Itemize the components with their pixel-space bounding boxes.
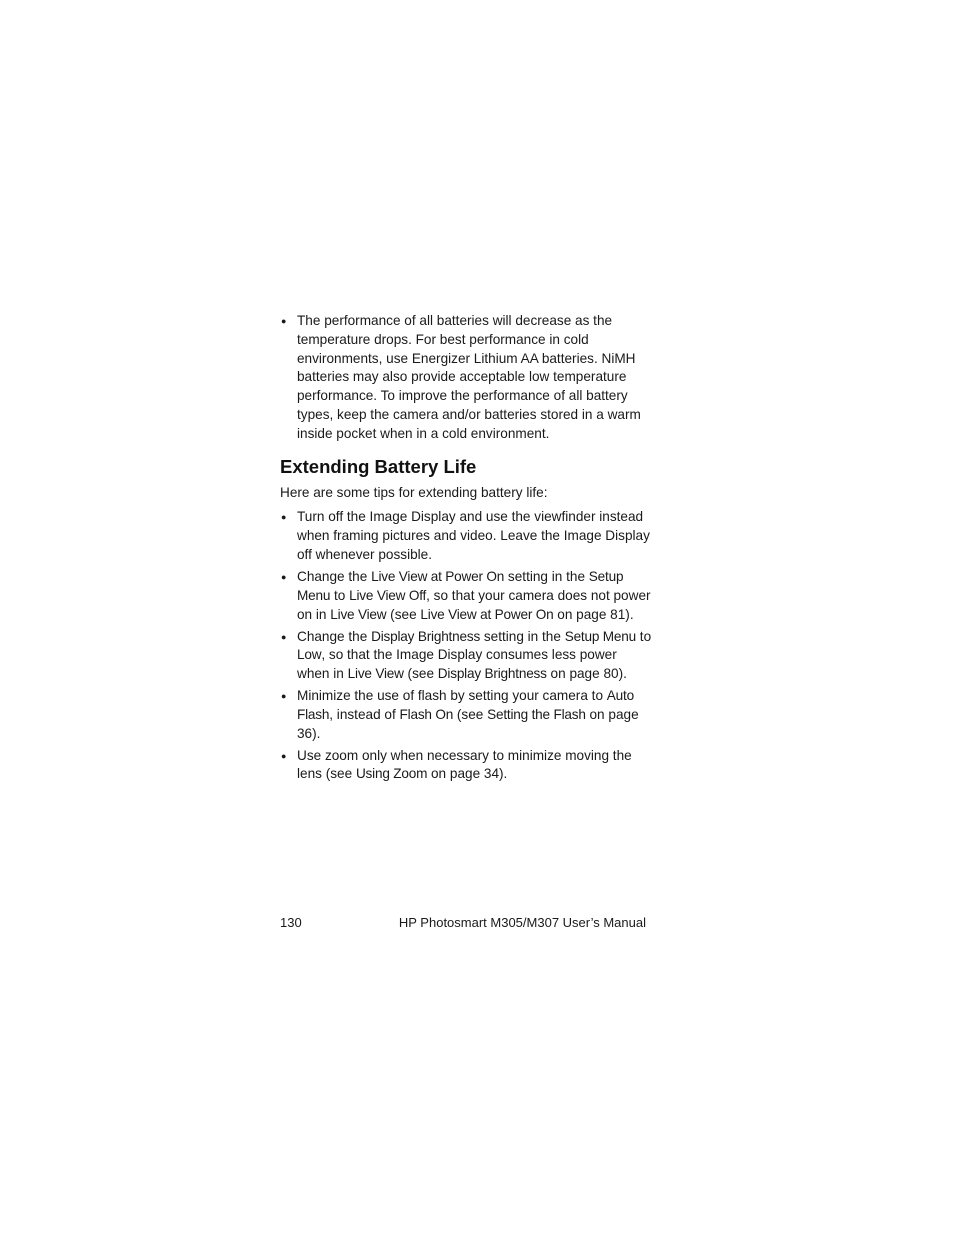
- list-item-text: The performance of all batteries will decrease as the temperature drops. For best performance in cold environments, use Energizer Lithium AA batteries. NiMH batteries may also provide acceptable low temperature performance. To improve the performance of all battery types, keep the camera and/or batteries stored in a warm inside pocket when in a cold environment.: [297, 313, 641, 441]
- bullet-icon: ●: [281, 512, 287, 523]
- battery-tips-list: [280, 508, 652, 784]
- menu-value-reference: Auto Flash: [297, 688, 634, 722]
- page-number: 130: [280, 915, 302, 930]
- mode-reference: Live View: [330, 606, 387, 622]
- list-item: [280, 568, 652, 624]
- text-fragment: Minimize the use of flash by setting your camera to: [297, 688, 607, 704]
- bullet-icon: ●: [281, 316, 287, 326]
- cross-reference: Using Zoom: [355, 766, 428, 782]
- text-fragment: Change the: [297, 628, 372, 644]
- text-fragment: (see: [453, 706, 488, 722]
- text-fragment: on page 81).: [553, 606, 634, 622]
- section-intro: Here are some tips for extending battery life:: [280, 484, 548, 500]
- text-fragment: Change the: [297, 568, 372, 584]
- text-fragment: to: [330, 587, 350, 603]
- text-fragment: Use zoom only when necessary to minimize moving the lens (see: [297, 747, 632, 782]
- list-item-text: Turn off the Image Display and use the viewfinder instead when framing pictures and video. Leave the Image Display off whenever possible.: [297, 509, 650, 562]
- text-fragment: (see: [403, 666, 438, 682]
- menu-option-reference: Live View at Power On: [371, 568, 505, 584]
- list-item-text: [297, 688, 639, 741]
- cross-reference: Setting the Flash: [487, 706, 586, 722]
- list-item-text: [297, 569, 651, 622]
- section-heading: Extending Battery Life: [280, 455, 477, 477]
- bullet-icon: ●: [281, 691, 287, 702]
- bullet-icon: ●: [281, 750, 287, 761]
- list-item: [280, 747, 652, 785]
- list-item: [280, 687, 652, 743]
- list-item: [280, 312, 652, 444]
- bullet-icon: ●: [281, 631, 287, 642]
- list-item-text: [297, 629, 651, 682]
- page-body: [280, 312, 652, 787]
- menu-option-reference: Display Brightness: [371, 628, 481, 644]
- mode-reference: Live View: [347, 666, 404, 682]
- text-fragment: , so that the Image Display consumes less power when in: [297, 647, 617, 682]
- cross-reference: Live View at Power On: [420, 606, 554, 622]
- text-fragment: , so that your camera does not power on in: [297, 587, 651, 622]
- list-item-text: [297, 748, 632, 782]
- text-fragment: on page 80).: [546, 666, 627, 682]
- menu-value-reference: Low: [297, 647, 322, 663]
- text-fragment: , instead of: [329, 706, 400, 722]
- battery-notes-list: [280, 312, 652, 444]
- menu-value-reference: Live View Off: [349, 587, 427, 603]
- menu-reference: Setup Menu: [564, 628, 637, 644]
- cross-reference: Display Brightness: [437, 666, 547, 682]
- menu-value-reference: Flash On: [399, 706, 454, 722]
- menu-reference: Setup Menu: [297, 568, 624, 603]
- text-fragment: on page 36).: [297, 706, 639, 741]
- text-fragment: setting in the: [480, 628, 565, 644]
- list-item: [280, 508, 652, 564]
- text-fragment: to: [636, 628, 652, 644]
- bullet-icon: ●: [281, 571, 287, 582]
- text-fragment: on page 34).: [427, 766, 508, 782]
- text-fragment: setting in the: [504, 568, 589, 584]
- text-fragment: (see: [386, 606, 421, 622]
- list-item: [280, 628, 652, 684]
- manual-title: HP Photosmart M305/M307 User’s Manual: [398, 915, 646, 930]
